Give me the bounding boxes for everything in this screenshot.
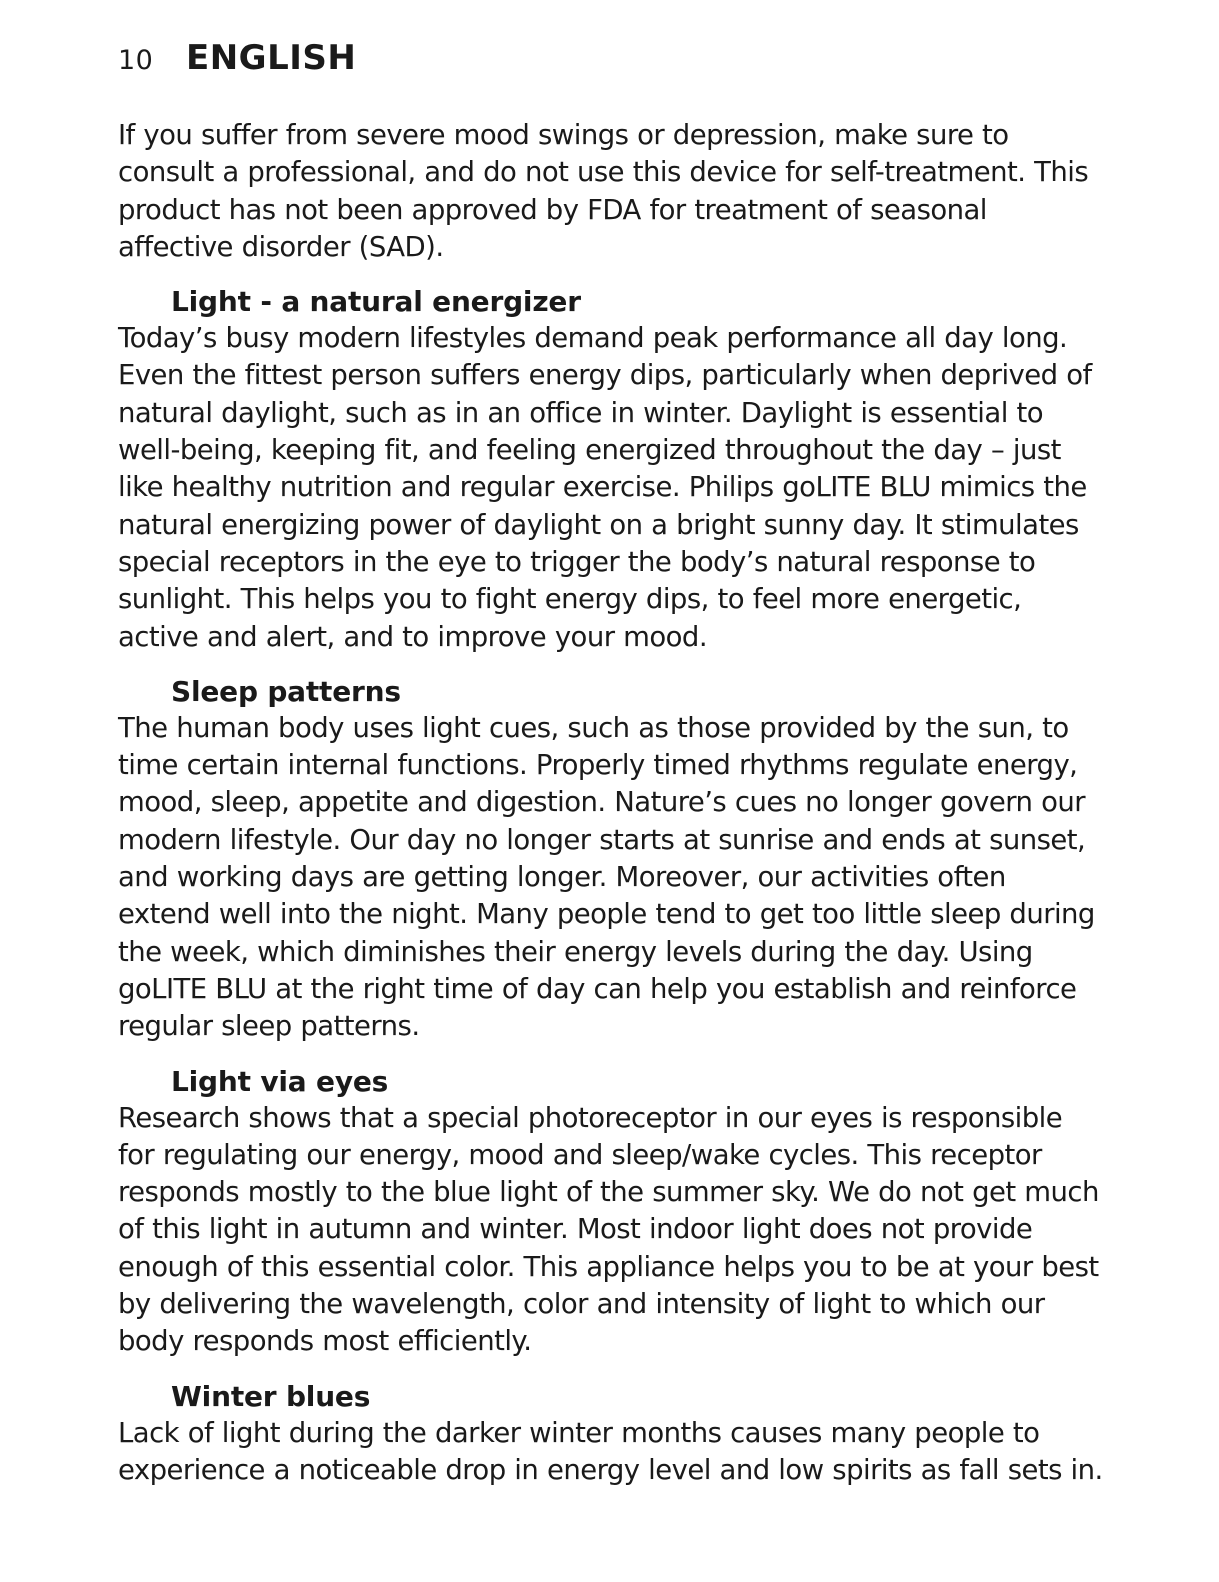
section-body: The human body uses light cues, such as those provided by the sun, to time certain internal functions. Properly timed rhythms regulate energy, mood, sleep, appetite and digestion. Nature’s cues no longer govern our modern lifestyle. Our day no longer starts at sunrise and ends at sunset, and working days are getting longer. Moreover, our activities often extend well into the night. Many people tend to get too little sleep during the week, which diminishes their energy levels during the day. Using goLITE BLU at the right time of day can help you establish and reinforce regular sleep patterns. xyxy=(118,711,1095,1043)
section-body: Lack of light during the darker winter months causes many people to experience a noticeable drop in energy level and low spirits as fall sets in. xyxy=(118,1416,1103,1486)
section-winter-blues xyxy=(118,1378,1103,1490)
language-title: ENGLISH xyxy=(186,38,357,78)
page-header xyxy=(118,38,1103,84)
intro-paragraph: If you suffer from severe mood swings or depression, make sure to consult a professional, and do not use this device for self-treatment. This product has not been approved by FDA for treatment of seasonal affective disorder (SAD). xyxy=(118,119,1089,263)
section-heading: Sleep patterns xyxy=(171,674,401,708)
section-light-via-eyes xyxy=(118,1063,1103,1361)
section-heading: Winter blues xyxy=(171,1379,371,1413)
section-sleep-patterns xyxy=(118,673,1103,1046)
section-body: Research shows that a special photoreceptor in our eyes is responsible for regulating our energy, mood and sleep/wake cycles. This receptor responds mostly to the blue light of the summer sky. We do not get much of this light in autumn and winter. Most indoor light does not provide enough of this essential color. This appliance helps you to be at your best by delivering the wavelength, color and intensity of light to which our body responds most efficiently. xyxy=(118,1101,1099,1358)
page-number: 10 xyxy=(118,45,154,76)
section-body: Today’s busy modern lifestyles demand peak performance all day long. Even the fittest person suffers energy dips, particularly when deprived of natural daylight, such as in an office in winter. Daylight is essential to well-being, keeping fit, and feeling energized throughout the day – just like healthy nutrition and regular exercise. Philips goLITE BLU mimics the natural energizing power of daylight on a bright sunny day. It stimulates special receptors in the eye to trigger the body’s natural response to sunlight. This helps you to fight energy dips, to feel more energetic, active and alert, and to improve your mood. xyxy=(118,322,1092,653)
section-light-natural-energizer xyxy=(118,283,1103,656)
section-heading: Light - a natural energizer xyxy=(171,285,581,319)
section-heading: Light via eyes xyxy=(171,1064,389,1098)
manual-page xyxy=(118,38,1103,1489)
